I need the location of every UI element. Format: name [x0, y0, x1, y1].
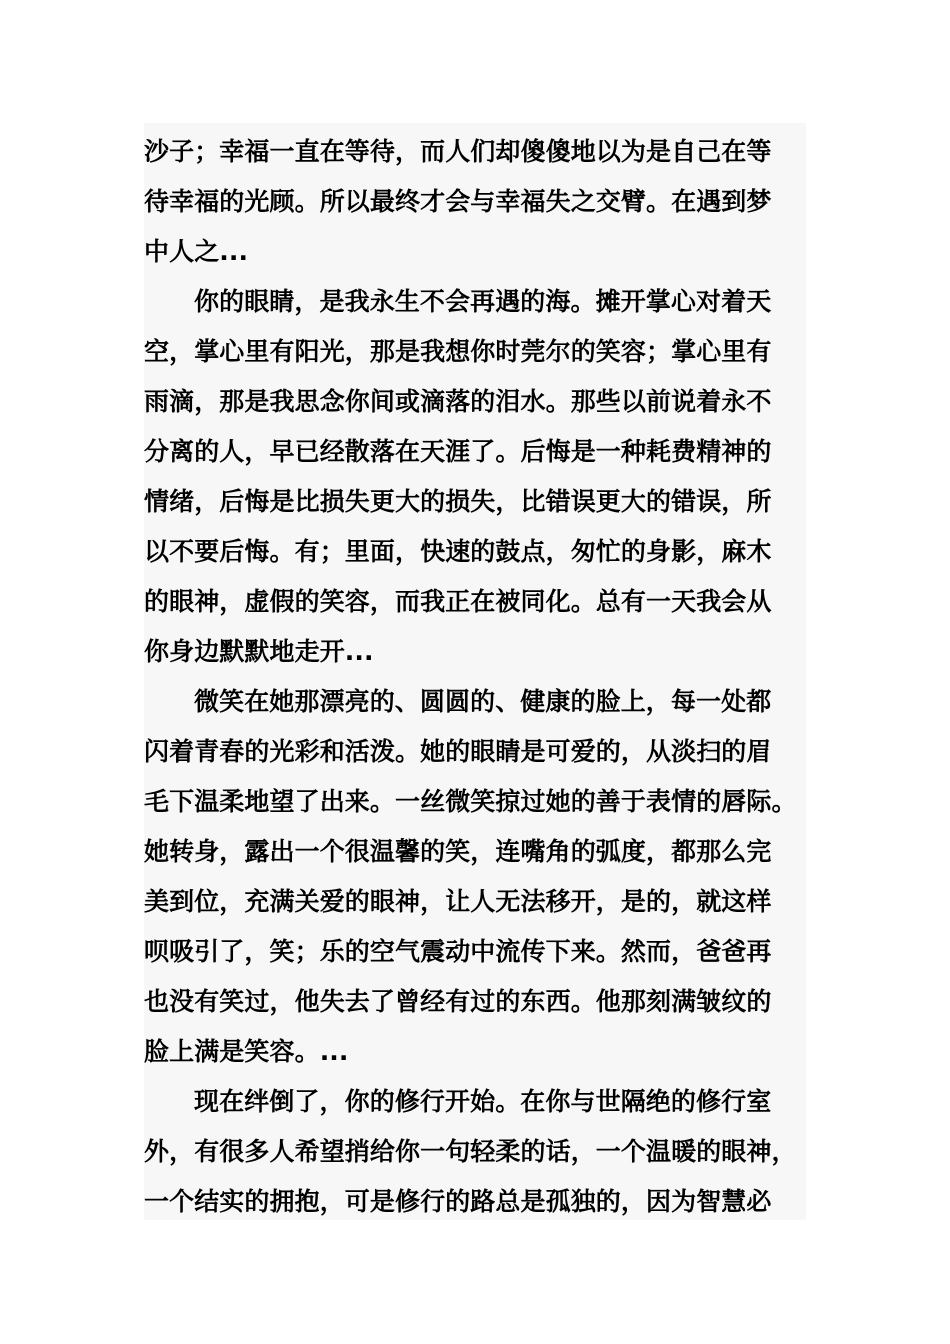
- text-line: 外，有很多人希望捎给你一句轻柔的话，一个温暖的眼神，: [144, 1137, 797, 1166]
- text-line: 你身边默默地走开...: [144, 637, 374, 666]
- text-line: 中人之...: [144, 237, 249, 266]
- text-line: 脸上满是笑容。...: [144, 1037, 349, 1066]
- paragraph-4: [144, 1077, 806, 1227]
- text-line: 情绪，后悔是比损失更大的损失，比错误更大的错误，所: [144, 487, 772, 516]
- text-line: 也没有笑过，他失去了曾经有过的东西。他那刻满皱纹的: [144, 987, 772, 1016]
- text-line: 沙子；幸福一直在等待，而人们却傻傻地以为是自己在等: [144, 137, 772, 166]
- text-line: 雨滴，那是我思念你间或滴落的泪水。那些以前说着永不: [144, 387, 772, 416]
- paragraph-1: [144, 127, 806, 277]
- text-line: 美到位，充满关爱的眼神，让人无法移开，是的，就这样: [144, 887, 772, 916]
- text-line: 闪着青春的光彩和活泼。她的眼睛是可爱的，从淡扫的眉: [144, 737, 772, 766]
- text-line: 分离的人，早已经散落在天涯了。后悔是一种耗费精神的: [144, 437, 772, 466]
- text-line: 现在绊倒了，你的修行开始。在你与世隔绝的修行室: [194, 1087, 772, 1116]
- text-line: 待幸福的光顾。所以最终才会与幸福失之交臂。在遇到梦: [144, 187, 772, 216]
- text-line: 一个结实的拥抱，可是修行的路总是孤独的，因为智慧必: [144, 1187, 772, 1216]
- text-line: 你的眼睛，是我永生不会再遇的海。摊开掌心对着天: [194, 287, 772, 316]
- text-line: 的眼神，虚假的笑容，而我正在被同化。总有一天我会从: [144, 587, 772, 616]
- text-line: 空，掌心里有阳光，那是我想你时莞尔的笑容；掌心里有: [144, 337, 772, 366]
- text-line: 她转身，露出一个很温馨的笑，连嘴角的弧度，都那么完: [144, 837, 772, 866]
- text-line: 微笑在她那漂亮的、圆圆的、健康的脸上，每一处都: [194, 687, 772, 716]
- text-line: 以不要后悔。有；里面，快速的鼓点，匆忙的身影，麻木: [144, 537, 772, 566]
- text-block: [144, 123, 806, 1220]
- body-text: [144, 127, 806, 1227]
- text-line: 呗吸引了，笑；乐的空气震动中流传下来。然而，爸爸再: [144, 937, 772, 966]
- text-line: 毛下温柔地望了出来。一丝微笑掠过她的善于表情的唇际。: [144, 787, 797, 816]
- paragraph-3: [144, 677, 806, 1077]
- paragraph-2: [144, 277, 806, 677]
